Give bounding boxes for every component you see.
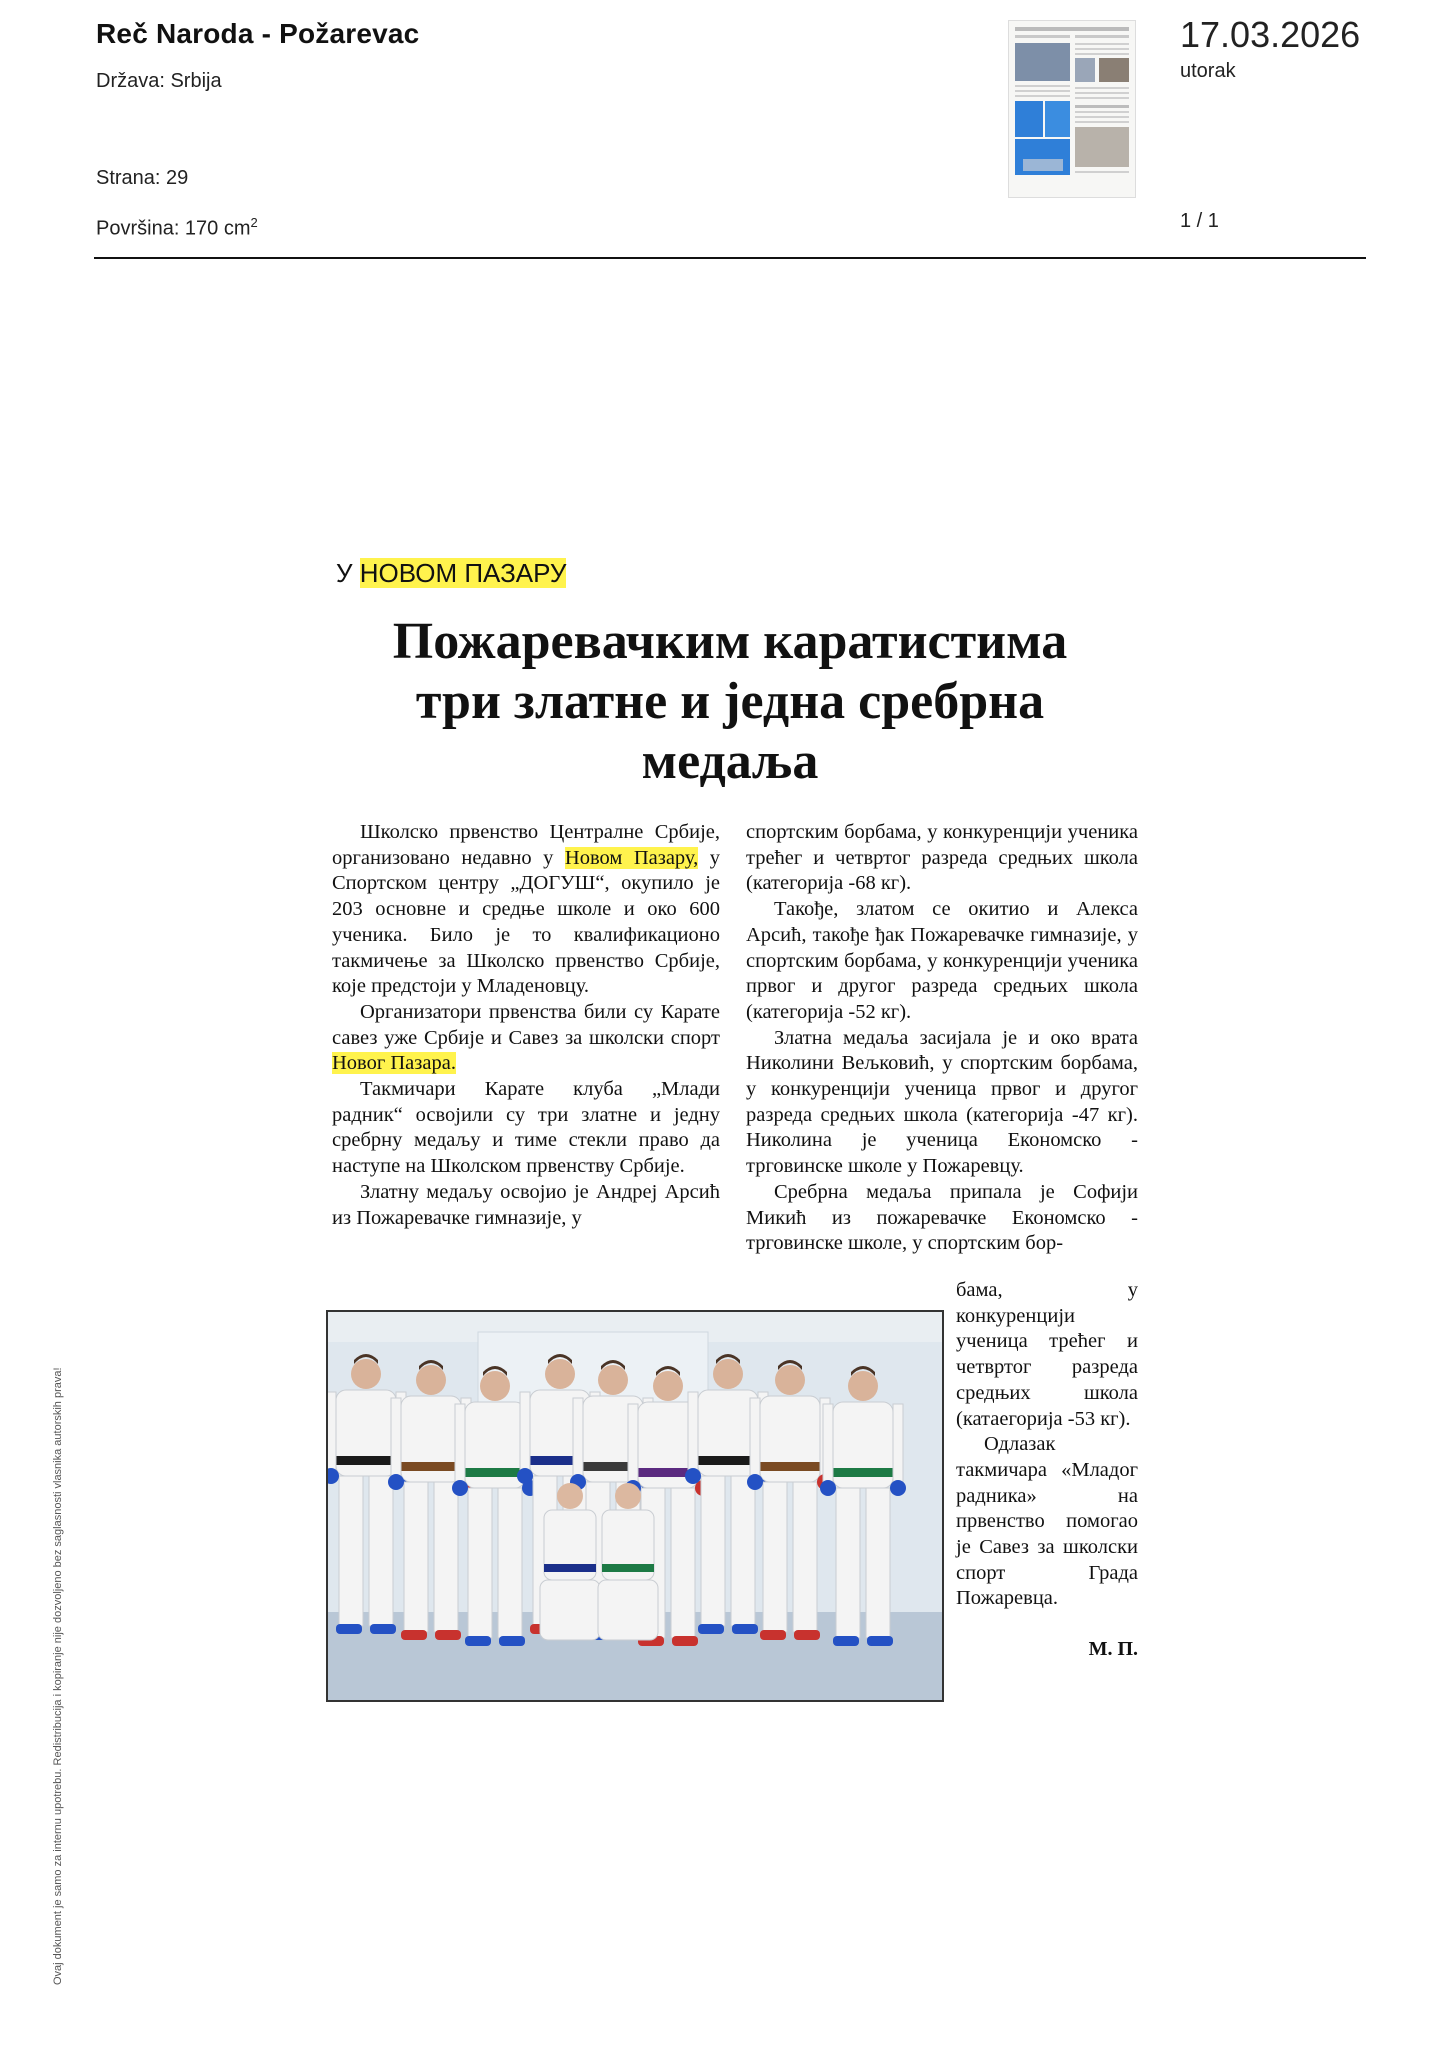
- date: 17.03.2026: [1180, 14, 1361, 55]
- page-number-label: Strana: 29: [96, 167, 189, 189]
- paragraph: Златна медаља засијала је и око врата Николини Вељковић, у спортским борбама, у конкуренцији ученица првог и другог разреда средњих школа (категорија -47 кг). Николина је ученица Економско - трговинске школе у Пожаревцу.: [746, 1026, 1138, 1178]
- area-value: Površina: 170 cm: [96, 217, 251, 240]
- page-counter: 1 / 1: [1180, 210, 1219, 232]
- highlight-place: Новог Пазара.: [332, 1052, 456, 1075]
- paragraph: Одлазак такмичара «Младог радника» на првенство помогао је Савез за школски спорт Града Пожаревца.: [956, 1433, 1138, 1610]
- text-span: Организатори првенства били су Карате савез уже Србије и Савез за школски спорт: [332, 1000, 720, 1049]
- kicker-prefix: У: [336, 558, 353, 588]
- weekday: utorak: [1180, 60, 1236, 82]
- highlight-place: Новом Пазару,: [564, 846, 699, 869]
- paragraph: [332, 1000, 720, 1077]
- paragraph: Сребрна медаља припала је Софији Микић из пожаревачке Економско - трговинске школе, у спортским бор-: [746, 1180, 1138, 1255]
- karate-team-photo-icon: [328, 1312, 942, 1700]
- article-column-2: [746, 820, 1138, 1257]
- article-kicker: [336, 558, 566, 589]
- article-column-1: [332, 820, 720, 1231]
- headline-line-2: три златне и једна сребрна: [415, 673, 1045, 730]
- header-divider: [94, 257, 1366, 259]
- country-label: Država: Srbija: [96, 70, 222, 92]
- paragraph: бама, у конкуренцији ученица трећег и четвртог разреда средњих школа (катаегорија -53 кг).: [956, 1279, 1138, 1430]
- publication-title: Reč Naroda - Požarevac: [96, 18, 420, 49]
- page-thumbnail[interactable]: [1008, 20, 1136, 198]
- text-span: Школско првенство Централне Србије, организовано недавно у: [332, 821, 720, 869]
- paragraph: Такође, златом се окитио и Алекса Арсић, такође ђак Пожаревачке гимназије, у спортским борбама, у конкуренцији ученика првог и другог разреда средњих школа (категорија -52 кг).: [746, 898, 1138, 1023]
- copyright-side-note: Ovaj dokument je samo za internu upotrebu. Redistribucija i kopiranje nije dozvoljeno bez saglasnosti vlasnika autorskih prava!: [52, 1367, 64, 1985]
- article-clipping: [320, 548, 1140, 1708]
- karate-team-photo: [326, 1310, 944, 1702]
- area-label: [96, 215, 258, 241]
- headline-line-1: Пожаревачким каратистима: [392, 613, 1068, 670]
- text-span: у Спортском центру „ДОГУШ“, окупило је 203 основне и средње школе и око 600 ученика. Било је то квалификационо такмичење за Школско првенство Србије, које предстоји у Младеновцу.: [332, 846, 721, 998]
- page-thumbnail-icon: [1009, 21, 1135, 197]
- headline-line-3: медаља: [641, 733, 819, 790]
- paragraph: Такмичари Карате клуба „Млади радник“ освојили су три златне и једну сребрну медаљу и тиме стекли право да наступе на Школском првенству Србије.: [332, 1078, 720, 1178]
- article-headline: [320, 612, 1140, 792]
- paragraph: Златну медаљу освојио је Андреј Арсић из Пожаревачке гимназије, у: [332, 1180, 720, 1229]
- area-unit-superscript: 2: [250, 215, 258, 230]
- article-signature: М. П.: [1088, 1638, 1138, 1660]
- article-column-3: [956, 1278, 1138, 1612]
- paragraph: [332, 820, 720, 1000]
- kicker-highlight: НОВОМ ПАЗАРУ: [359, 558, 567, 588]
- paragraph: спортским борбама, у конкуренцији ученика трећег и четвртог разреда средњих школа (категорија -68 кг).: [746, 821, 1138, 895]
